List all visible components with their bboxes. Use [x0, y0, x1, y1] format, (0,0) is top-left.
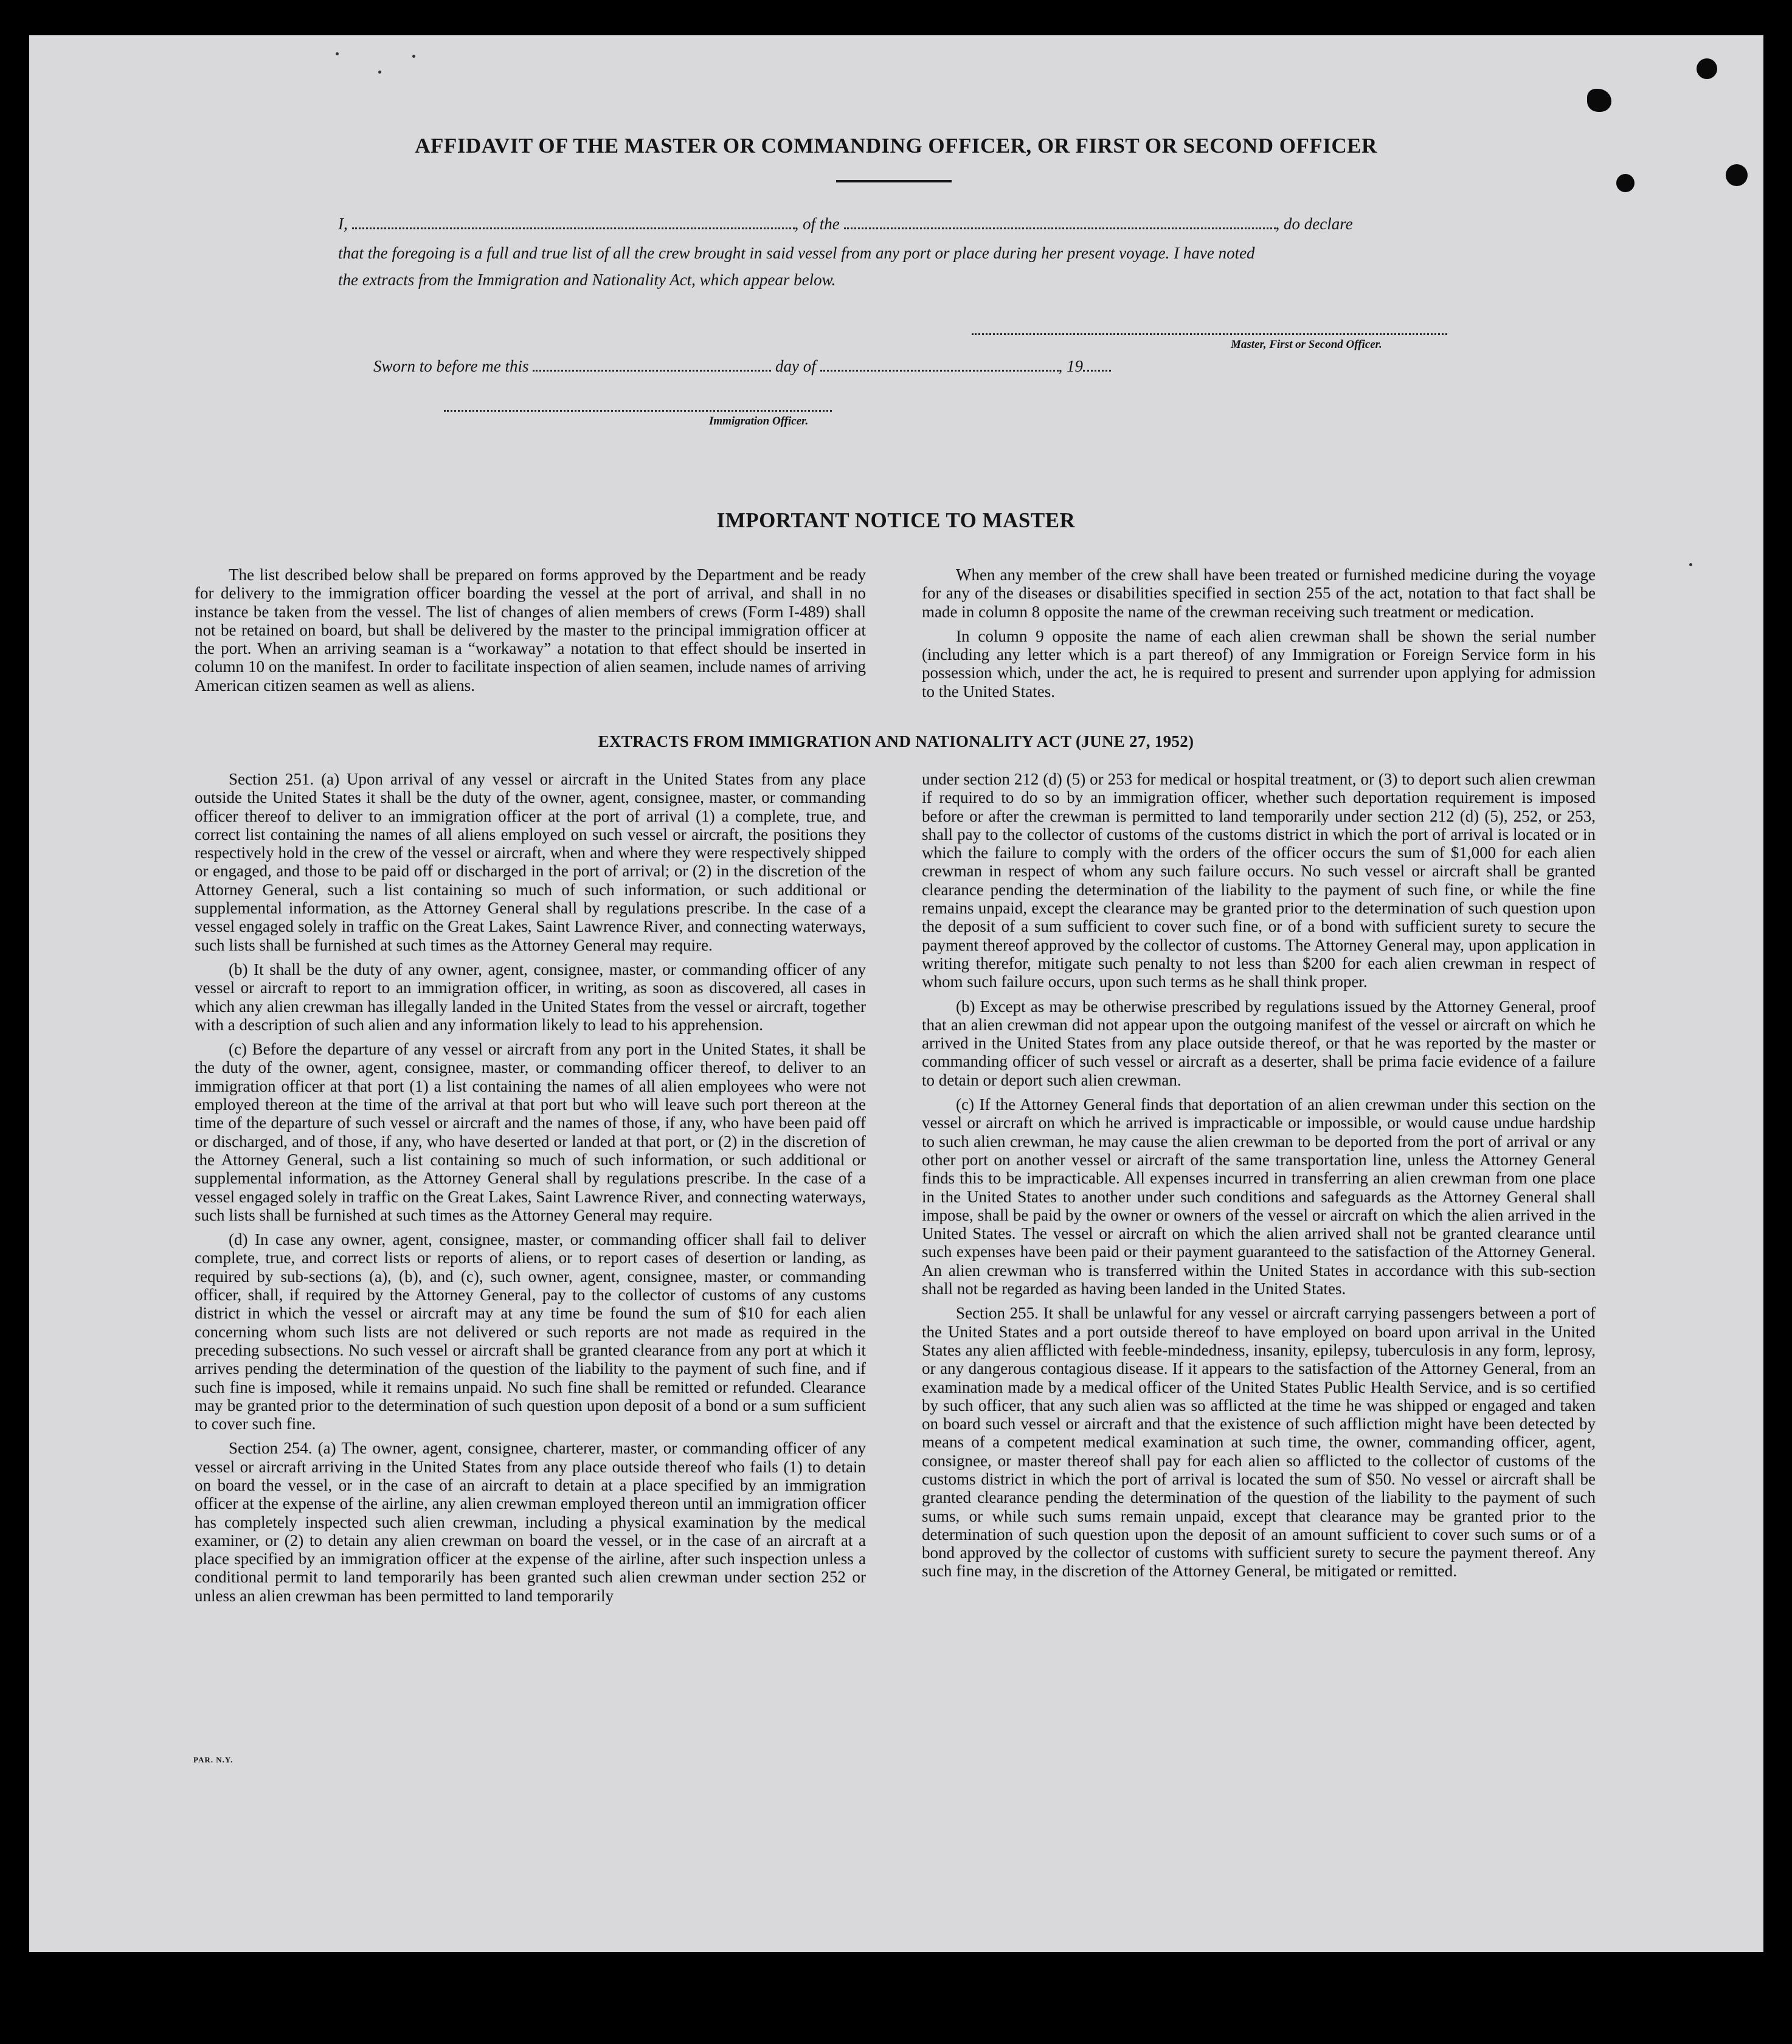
- immigration-officer-signature-line[interactable]: [444, 410, 832, 412]
- vessel-name-field[interactable]: [844, 213, 1276, 229]
- notice-right-paragraph-1: When any member of the crew shall have been treated or furnished medicine during the voyage for any of the diseases or disabilities specified in section 255 of the act, notation to that fact shall be made in column 8 opposite the name of the crewman receiving such treatment or medication.: [922, 566, 1596, 621]
- section-255: Section 255. It shall be unlawful for any vessel or aircraft carrying passengers between a port of the United States and a port outside thereof to have employed on board upon arrival in the United States any alien afflicted with feeble-mindedness, insanity, epilepsy, tuberculosis in any form, leprosy, or any dangerous contagious disease. If it appears to the satisfaction of the Attorney General, from an examination made by a medical officer of the United States Public Health Service, and is so certified by such officer, that any such alien was so afflicted at the time he was shipped or engaged and taken on board such vessel or aircraft and that the existence of such affliction might have been detected by means of a competent medical examination at such time, the owner, commanding officer, agent, consignee, or master thereof shall pay for each alien so afflicted to the collector of customs of the customs district in which the port of arrival is located the sum of $50. No vessel or aircraft shall be granted clearance pending the determination of the question of the liability to the payment of such sums, or while such sums remain unpaid, except that clearance may be granted prior to the determination of such question upon the deposit of an amount sufficient to cover such sums or of a bond approved by the collector of customs with sufficient surety to secure the payment thereof. Any such fine may, in the discretion of the Attorney General, be mitigated or remitted.: [922, 1304, 1596, 1581]
- declaration-i: I,: [338, 215, 348, 233]
- section-251-d: (d) In case any owner, agent, consignee, master, or commanding officer shall fail to deliver complete, true, and correct lists or reports of aliens, or to report cases of desertion or landing, as required by sub-sections (a), (b), and (c), such owner, agent, consignee, master, or commanding officer, shall, if required by the Attorney General, pay to the collector of customs of any customs district in which the vessel or aircraft may at any time be found the sum of $10 for each alien concerning whom such lists are not delivered or such reports are not made as required in the preceding subsections. No such vessel or aircraft shall be granted clearance from any port at which it arrives pending the determination of the question of the liability to the payment of such fine, and if such fine is imposed, while it remains unpaid. No such fine shall be remitted or refunded. Clearance may be granted prior to the determination of such question upon deposit of a bond or a sum sufficient to cover such fine.: [195, 1230, 866, 1433]
- punch-hole-top: [1697, 58, 1717, 79]
- printer-mark: PAR. N.Y.: [193, 1755, 234, 1764]
- extracts-left-column: [195, 770, 866, 1611]
- section-254-a: Section 254. (a) The owner, agent, consignee, charterer, master, or commanding officer of any vessel or aircraft arriving in the United States from any place outside thereof who fails (1) to detain on board the vessel, or in the case of an aircraft to detain at a place specified by an immigration officer at the expense of the airline, any alien crewman employed thereon until an immigration officer has completely inspected such alien crewman, including a physical examination by the medical examiner, or (2) to detain any alien crewman on board the vessel, or in the case of an aircraft at a place specified by an immigration officer at the expense of the airline, after such inspection unless a conditional permit to land temporarily has been granted such alien crewman under section 252 or unless an alien crewman has been permitted to land temporarily: [195, 1439, 866, 1605]
- notice-left-column: [195, 566, 866, 701]
- notice-right-paragraph-2: In column 9 opposite the name of each alien crewman shall be shown the serial number (including any letter which is a part thereof) of any Immigration or Foreign Service form in his possession which, under the act, he is required to present and surrender upon applying for admission to the United States.: [922, 626, 1596, 701]
- immigration-officer-caption: Immigration Officer.: [709, 415, 809, 428]
- declaration-of-the: , of the: [794, 215, 840, 233]
- declaration-do-declare: , do declare: [1275, 215, 1353, 233]
- notice-title: IMPORTANT NOTICE TO MASTER: [716, 508, 1076, 532]
- section-254-b: (b) Except as may be otherwise prescribed by regulations issued by the Attorney General, proof that an alien crewman did not appear upon the outgoing manifest of the vessel or aircraft on which he arrived in the United States from any place outside thereof, or that he was reported by the master or commanding officer of such vessel or aircraft as a deserter, shall be prima facie evidence of a failure to detain or deport such alien crewman.: [922, 997, 1596, 1089]
- section-254-c: (c) If the Attorney General finds that deportation of an alien crewman under this section on the vessel or aircraft on which he arrived is impracticable or impossible, or would cause undue hardship to such alien crewman, he may cause the alien crewman to be deported from the port of arrival or any other port on another vessel or aircraft of the same transportation line, unless the Attorney General finds this to be impracticable. All expenses incurred in transferring an alien crewman from one place in the United States to another under such conditions and safeguards as the Attorney General shall impose, shall be paid by the owner or owners of the vessel or aircraft on which the alien arrived in the United States. The vessel or aircraft on which the alien arrived shall not be granted clearance until such expenses have been paid or their payment guaranteed to the satisfaction of the Attorney General. An alien crewman who is transferred within the United States in accordance with this sub-section shall not be regarded as having been landed in the United States.: [922, 1095, 1596, 1298]
- sworn-year-field[interactable]: [1083, 355, 1111, 372]
- declaration-line-1: [338, 210, 1451, 237]
- notice-right-column: [922, 566, 1596, 707]
- section-254-a-continued: under section 212 (d) (5) or 253 for medical or hospital treatment, or (3) to deport such alien crewman if required to do so by an immigration officer, whether such deportation requirement is imposed before or after the crewman is permitted to land temporarily under section 212 (d) (5), 252, or 253, shall pay to the collector of customs of the customs district in which the port of arrival is located or in which the failure to comply with the orders of the officer occurs the sum of $1,000 for each alien crewman in respect of whom any such failure occurs. No such vessel or aircraft shall be granted clearance pending the determination of the liability to the payment of such fine, or while the fine remains unpaid, except the clearance may be granted prior to the determination of such question upon the deposit of a sum sufficient to cover such fine, or of a bond with sufficient surety to secure the payment thereof approved by the collector of customs. The Attorney General may, upon application in writing therefor, mitigate such penalty to not less than $200 for each alien crewman in respect of whom such failure occurs, upon such terms as he shall think proper.: [922, 770, 1596, 991]
- section-251-c: (c) Before the departure of any vessel or aircraft from any port in the United States, it shall be the duty of the owner, agent, consignee, master, or commanding officer thereof, to deliver to an immigration officer at that port (1) a list containing the names of all alien employees who were not employed thereon at the time of the arrival at that port but who will leave such port thereon at the time of the departure of such vessel or aircraft and the names of those, if any, who have been paid off or discharged, and of those, if any, who have deserted or landed at that port, or (2) in the discretion of the Attorney General, such a list containing so much of such information, or such additional or supplemental information, as the Attorney General shall by regulations prescribe. In the case of a vessel engaged solely in traffic on the Great Lakes, Saint Lawrence River, and connecting waterways, such lists shall be furnished at such times as the Attorney General may require.: [195, 1040, 866, 1224]
- punch-hole-left-mark: [1587, 89, 1611, 112]
- punch-hole-middle: [1726, 164, 1748, 186]
- master-signature-line[interactable]: [972, 333, 1447, 335]
- extracts-title: EXTRACTS FROM IMMIGRATION AND NATIONALITY ACT (JUNE 27, 1952): [598, 732, 1194, 750]
- punch-hole-small: [1616, 174, 1635, 192]
- affidavit-title: AFFIDAVIT OF THE MASTER OR COMMANDING OFFICER, OR FIRST OR SECOND OFFICER: [415, 134, 1377, 158]
- declarant-name-field[interactable]: [352, 213, 795, 229]
- sworn-month-field[interactable]: [820, 355, 1059, 372]
- section-251-b: (b) It shall be the duty of any owner, agent, consignee, master, or commanding officer of any vessel or aircraft to report to an immigration officer, in writing, as soon as discovered, all cases in which any alien crewman has illegally landed in the United States from the vessel or aircraft, together with a description of such alien and any information likely to lead to his apprehension.: [195, 960, 866, 1034]
- declaration-line-3: the extracts from the Immigration and Nationality Act, which appear below.: [338, 271, 836, 289]
- declaration-line-2: that the foregoing is a full and true list of all the crew brought in said vessel from any port or place during her present voyage. I have noted: [338, 244, 1255, 262]
- sworn-line: Sworn to before me this day of , 19: [373, 355, 1111, 376]
- notice-left-paragraph: The list described below shall be prepared on forms approved by the Department and be ready for delivery to the immigration officer boarding the vessel at the port of arrival, and shall in no instance be taken from the vessel. The list of changes of alien members of crews (Form I-489) shall not be retained on board, but shall be delivered by the master to the principal immigration officer at the port. When an arriving seaman is a “workaway” a notation to that effect should be inserted in column 10 on the manifest. In order to facilitate inspection of alien seamen, include names of arriving American citizen seamen as well as aliens.: [195, 566, 866, 695]
- master-signature-caption: Master, First or Second Officer.: [1231, 338, 1382, 351]
- sworn-day-field[interactable]: [533, 355, 771, 372]
- section-251-a: Section 251. (a) Upon arrival of any vessel or aircraft in the United States from any place outside the United States it shall be the duty of the owner, agent, consignee, master, or commanding officer thereof to deliver to an immigration officer at the port of arrival (1) a complete, true, and correct list containing the names of all aliens employed on such vessel or aircraft, the positions they respectively hold in the crew of the vessel or aircraft, when and where they were respectively shipped or engaged, and those to be paid off or discharged in the port of arrival; or (2) in the discretion of the Attorney General, such a list containing so much of such information, or such additional or supplemental information, as the Attorney General shall by regulations prescribe. In the case of a vessel engaged solely in traffic on the Great Lakes, Saint Lawrence River, and connecting waterways, such lists shall be furnished at such times as the Attorney General may require.: [195, 770, 866, 954]
- title-rule: [836, 180, 952, 182]
- extracts-right-column: [922, 770, 1596, 1587]
